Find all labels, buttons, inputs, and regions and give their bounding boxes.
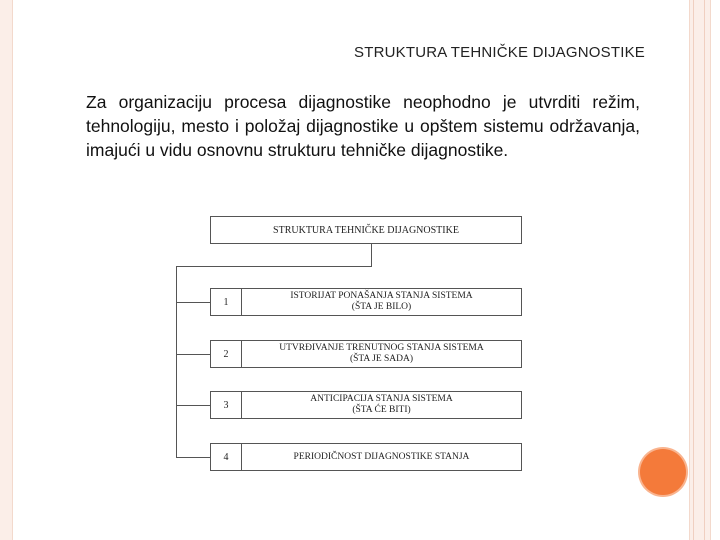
diagram-item-box-1 [210, 288, 522, 316]
item-label-line1: ANTICIPACIJA STANJA SISTEMA [310, 394, 453, 404]
item-label-line1: ISTORIJAT PONAŠANJA STANJA SISTEMA [290, 291, 473, 301]
diagram-root-box [210, 216, 522, 244]
connector-branch-2 [176, 354, 210, 355]
diagram-item-box-4 [210, 443, 522, 471]
diagram-root-label: STRUKTURA TEHNIČKE DIJAGNOSTIKE [273, 224, 459, 236]
item-number: 2 [211, 341, 242, 367]
item-number: 1 [211, 289, 242, 315]
body-paragraph: Za organizaciju procesa dijagnostike neophodno je utvrditi režim, tehnologiju, mesto i položaj dijagnostike u opštem sistemu održavanja, imajući u vidu osnovnu strukturu tehničke dijagnostike. [86, 92, 640, 160]
left-decor-band [0, 0, 13, 540]
item-label [242, 452, 521, 463]
item-number: 4 [211, 444, 242, 470]
right-decor-line [704, 0, 705, 540]
diagram-item-box-3 [210, 391, 522, 419]
connector-root-down [371, 244, 372, 266]
connector-branch-3 [176, 405, 210, 406]
item-label [242, 343, 521, 365]
item-label-line1: UTVRĐIVANJE TRENUTNOG STANJA SISTEMA [279, 343, 484, 353]
item-label-line2: (ŠTA JE SADA) [349, 354, 414, 364]
connector-spine [176, 266, 177, 458]
connector-horizontal [176, 266, 372, 267]
item-label [242, 394, 521, 416]
right-decor-line [693, 0, 694, 540]
slide-title: STRUKTURA TEHNIČKE DIJAGNOSTIKE [354, 44, 645, 61]
item-number: 3 [211, 392, 242, 418]
connector-branch-4 [176, 457, 210, 458]
connector-branch-1 [176, 302, 210, 303]
item-label-line2: (ŠTA ĆE BITI) [352, 405, 411, 415]
item-label-line2: (ŠTA JE BILO) [351, 302, 412, 312]
decor-orange-circle [640, 449, 686, 495]
item-label [242, 291, 521, 313]
diagram-item-box-2 [210, 340, 522, 368]
item-label-line1: PERIODIČNOST DIJAGNOSTIKE STANJA [293, 451, 470, 462]
